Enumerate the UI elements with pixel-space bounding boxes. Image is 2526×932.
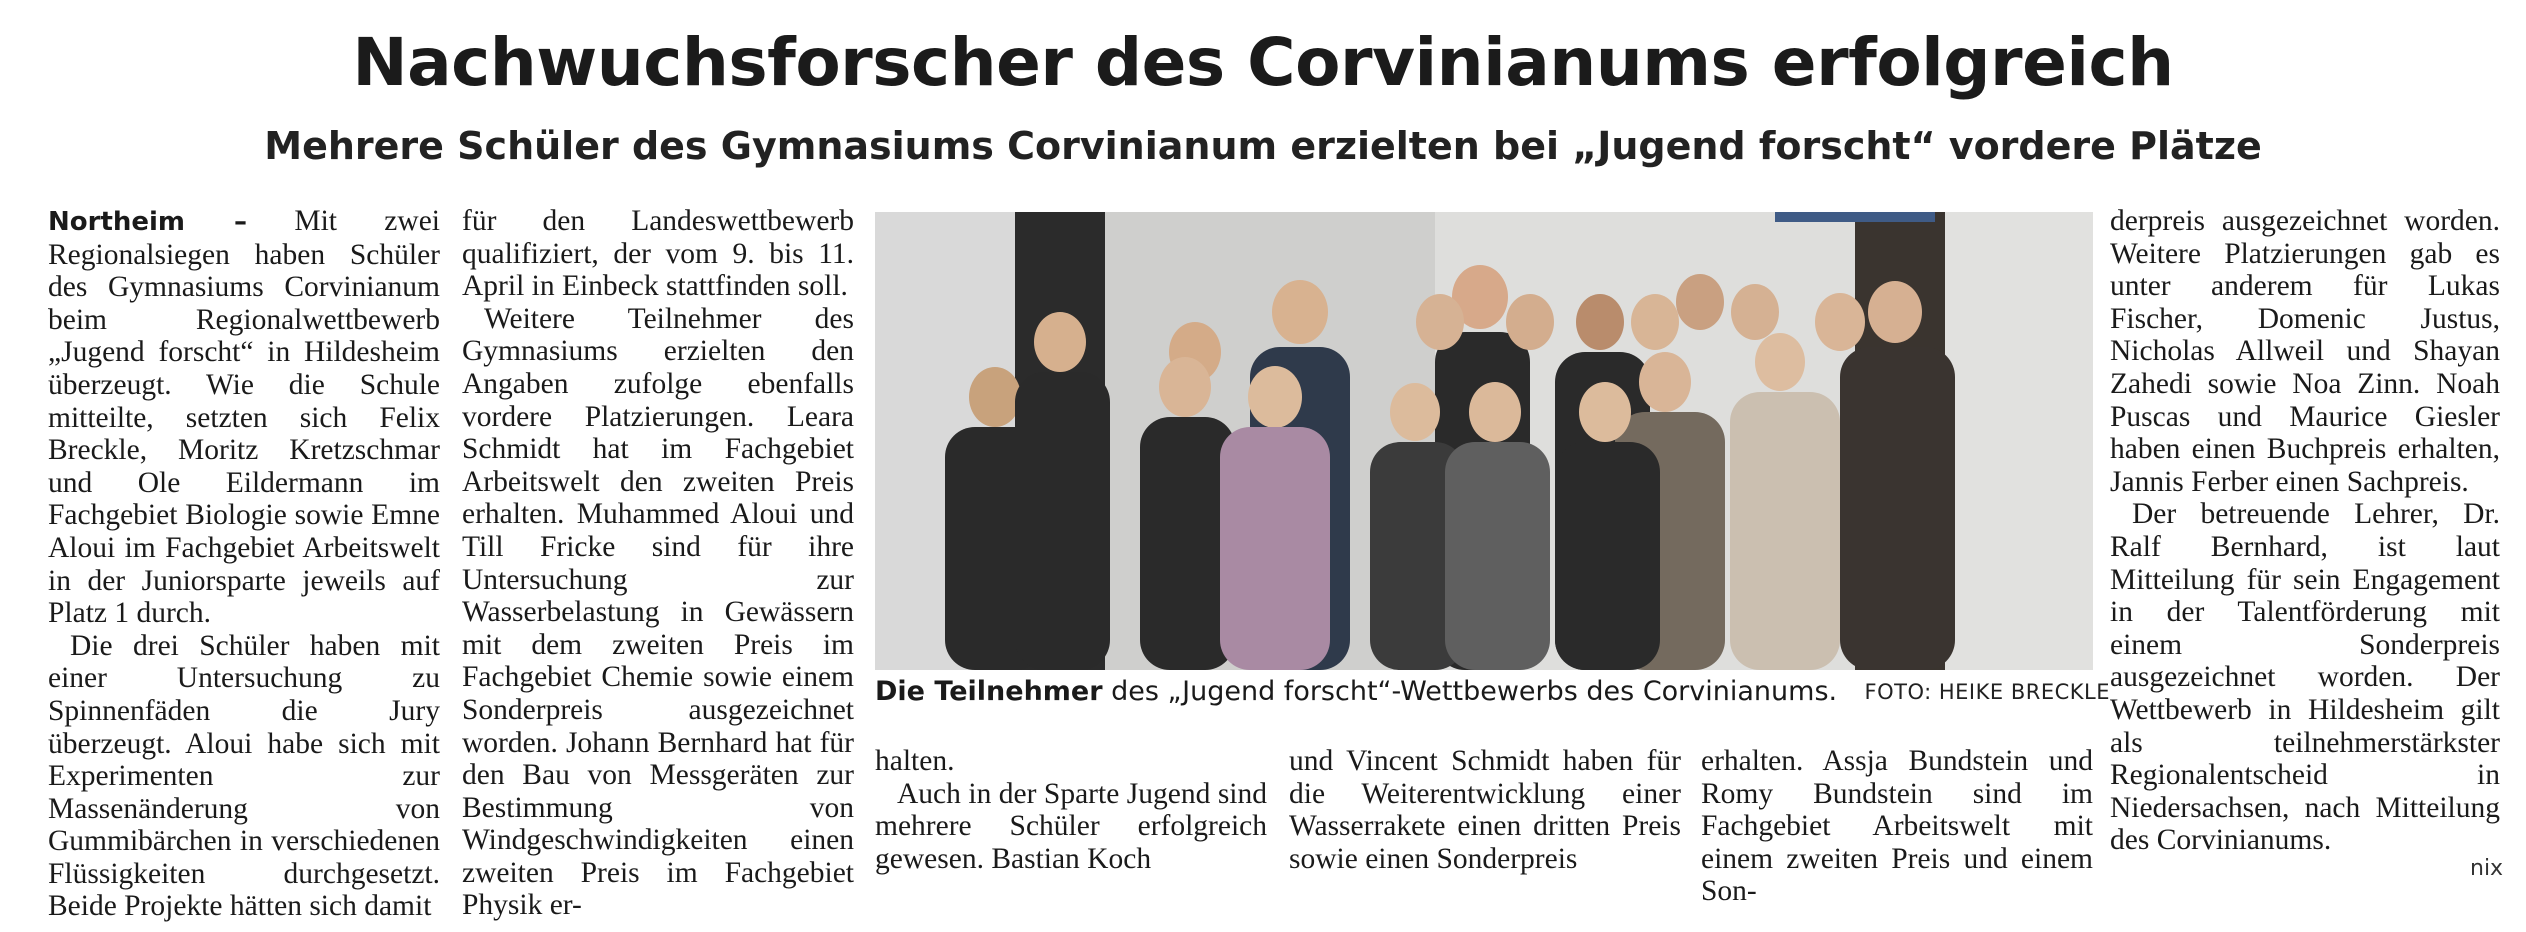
text-column-6 (2110, 205, 2500, 855)
paragraph: halten. (875, 745, 955, 777)
paragraph: Auch in der Sparte Jugend sind mehrere Schüler erfolgreich gewesen. Bastian Koch (875, 777, 1267, 875)
paragraph-text: Mit zwei Regionalsiegen haben Schüler des Gymnasiums Corvinianum beim Regionalwettbewerb „Jugend forscht“ in Hildesheim überzeugt. Wie die Schule mitteilte, setzten sich Felix Breckle, Moritz Kretzschmar und Ole Eildermann im Fachgebiet Biologie sowie Emne Aloui im Fachgebiet Arbeitswelt in der Juniorsparte jeweils auf Platz 1 durch. (48, 205, 440, 630)
paragraph (48, 205, 440, 630)
group-photo-image (875, 212, 2093, 670)
dateline: Northeim – (48, 207, 248, 237)
text-column-2 (462, 205, 854, 922)
text-column-3 (875, 745, 1267, 885)
group-photo (875, 212, 2093, 670)
author-tag: nix (2470, 856, 2504, 881)
photo-credit: FOTO: HEIKE BRECKLE (1864, 680, 2110, 704)
text-column-5 (1701, 745, 2093, 908)
paragraph: erhalten. Assja Bundstein und Romy Bundstein sind im Fachgebiet Arbeitswelt mit einem zweiten Preis und einem Son- (1701, 745, 2093, 908)
paragraph: derpreis ausgezeichnet worden. Weitere Platzierungen gab es unter anderem für Lukas Fischer, Domenic Justus, Nicholas Allweil und Shayan Zahedi sowie Noa Zinn. Noah Puscas und Maurice Giesler haben einen Buchpreis erhalten, Jannis Ferber einen Sachpreis. (2110, 205, 2500, 498)
caption-text: des „Jugend forscht“-Wettbewerbs des Corvinianums. (1102, 676, 1838, 707)
headline: Nachwuchsforscher des Corvinianums erfolgreich (352, 24, 2174, 101)
paragraph: Der betreuende Lehrer, Dr. Ralf Bernhard, ist laut Mitteilung für sein Engagement in der Talentförderung mit einem Sonderpreis ausgezeichnet worden. Der Wettbewerb in Hildesheim gilt als teilnehmerstärkster Regionalentscheid in Niedersachsen, nach Mitteilung des Corvinianums. (2110, 498, 2500, 857)
caption-lead: Die Teilnehmer (875, 676, 1103, 707)
paragraph: und Vincent Schmidt haben für die Weiterentwicklung einer Wasserrakete einen dritten Preis sowie einen Sonderpreis (1289, 745, 1681, 875)
subheadline: Mehrere Schüler des Gymnasiums Corvinianum erzielten bei „Jugend forscht“ vordere Plätze (264, 124, 2262, 168)
photo-caption (875, 676, 2110, 716)
paragraph: Weitere Teilnehmer des Gymnasiums erzielten den Angaben zufolge ebenfalls vordere Platzierungen. Leara Schmidt hat im Fachgebiet Arbeitswelt den zweiten Preis erhalten. Muhammed Aloui und Till Fricke sind für ihre Untersuchung zur Wasserbelastung in Gewässern mit dem zweiten Preis im Fachgebiet Chemie sowie einem Sonderpreis ausgezeichnet worden. Johann Bernhard hat für den Bau von Messgeräten zur Bestimmung von Windgeschwindigkeiten einen zweiten Preis im Fachgebiet Physik er- (462, 302, 854, 922)
paragraph: Die drei Schüler haben mit einer Untersuchung zu Spinnenfäden die Jury überzeugt. Aloui habe sich mit Experimenten zur Massenänderung von Gummibärchen in verschiedenen Flüssigkeiten durchgesetzt. Beide Projekte hätten sich damit (48, 629, 440, 923)
text-column-1 (48, 205, 440, 923)
paragraph: für den Landeswettbewerb qualifiziert, der vom 9. bis 11. April in Einbeck stattfinden soll. (462, 205, 854, 303)
text-column-4 (1289, 745, 1681, 885)
